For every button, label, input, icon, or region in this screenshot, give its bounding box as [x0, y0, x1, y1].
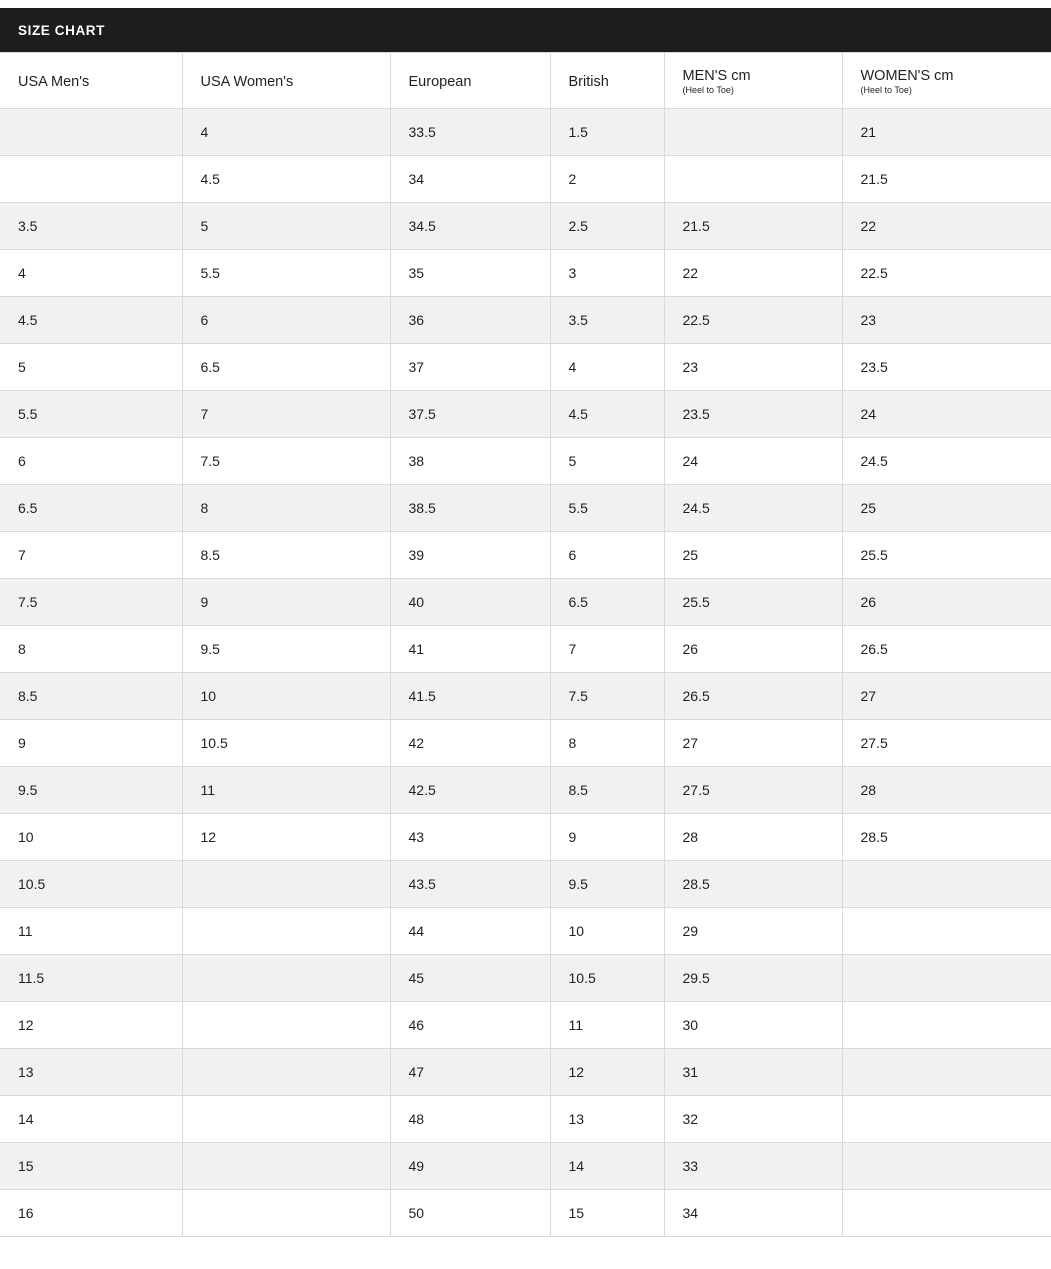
table-cell: 7: [550, 626, 664, 673]
table-cell: 43: [390, 814, 550, 861]
table-cell: 2.5: [550, 203, 664, 250]
table-row: [0, 861, 1051, 908]
table-cell: 8: [182, 485, 390, 532]
table-cell: 15: [550, 1190, 664, 1237]
table-row: [0, 626, 1051, 673]
table-cell: [664, 156, 842, 203]
table-cell: 10: [0, 814, 182, 861]
column-header-british: [550, 53, 664, 109]
table-cell: 29: [664, 908, 842, 955]
table-cell: 11.5: [0, 955, 182, 1002]
table-cell: 10.5: [0, 861, 182, 908]
table-cell: 26: [842, 579, 1051, 626]
table-cell: 47: [390, 1049, 550, 1096]
table-cell: [182, 908, 390, 955]
table-cell: [182, 1049, 390, 1096]
table-cell: 23: [664, 344, 842, 391]
table-cell: 27.5: [842, 720, 1051, 767]
table-cell: [842, 861, 1051, 908]
table-cell: 24.5: [664, 485, 842, 532]
table-cell: [842, 955, 1051, 1002]
table-cell: 5: [550, 438, 664, 485]
table-cell: 37.5: [390, 391, 550, 438]
table-cell: 4: [550, 344, 664, 391]
table-cell: [842, 1096, 1051, 1143]
table-cell: 14: [550, 1143, 664, 1190]
table-cell: 36: [390, 297, 550, 344]
table-cell: 38: [390, 438, 550, 485]
column-header-usa-womens: [182, 53, 390, 109]
table-cell: 22: [664, 250, 842, 297]
table-cell: 4.5: [0, 297, 182, 344]
table-cell: 27: [842, 673, 1051, 720]
table-cell: 11: [550, 1002, 664, 1049]
table-cell: 22: [842, 203, 1051, 250]
table-cell: 5: [182, 203, 390, 250]
table-cell: 7.5: [550, 673, 664, 720]
size-chart-table: [0, 52, 1051, 1237]
table-body: [0, 109, 1051, 1237]
table-cell: 9: [550, 814, 664, 861]
table-row: [0, 673, 1051, 720]
table-cell: 25: [842, 485, 1051, 532]
table-cell: 50: [390, 1190, 550, 1237]
table-cell: 5.5: [550, 485, 664, 532]
table-cell: 31: [664, 1049, 842, 1096]
table-cell: 24.5: [842, 438, 1051, 485]
table-row: [0, 908, 1051, 955]
table-cell: 11: [0, 908, 182, 955]
table-cell: 28: [842, 767, 1051, 814]
table-cell: 1.5: [550, 109, 664, 156]
table-cell: [182, 861, 390, 908]
table-cell: 10.5: [182, 720, 390, 767]
column-header-label: European: [408, 73, 472, 90]
table-cell: 7.5: [182, 438, 390, 485]
table-row: [0, 1190, 1051, 1237]
table-cell: 15: [0, 1143, 182, 1190]
table-cell: 40: [390, 579, 550, 626]
table-cell: 10: [550, 908, 664, 955]
table-cell: 34: [664, 1190, 842, 1237]
table-row: [0, 814, 1051, 861]
table-cell: [0, 156, 182, 203]
column-header-mens-cm: [664, 53, 842, 109]
table-cell: 37: [390, 344, 550, 391]
column-header-label: MEN'S cm: [682, 67, 751, 84]
table-cell: 4: [0, 250, 182, 297]
table-cell: 8.5: [182, 532, 390, 579]
table-row: [0, 156, 1051, 203]
table-cell: 3: [550, 250, 664, 297]
table-cell: 11: [182, 767, 390, 814]
table-cell: 6.5: [0, 485, 182, 532]
page-title: SIZE CHART: [18, 22, 105, 38]
table-cell: 10: [182, 673, 390, 720]
column-header-womens-cm: [842, 53, 1051, 109]
table-cell: [842, 1190, 1051, 1237]
table-cell: 48: [390, 1096, 550, 1143]
table-cell: [182, 955, 390, 1002]
table-cell: 28: [664, 814, 842, 861]
table-cell: 12: [182, 814, 390, 861]
table-cell: 25: [664, 532, 842, 579]
table-cell: 13: [550, 1096, 664, 1143]
table-cell: 24: [842, 391, 1051, 438]
column-header-label: USA Men's: [18, 73, 90, 90]
table-cell: 41.5: [390, 673, 550, 720]
table-cell: [182, 1190, 390, 1237]
table-cell: 28.5: [664, 861, 842, 908]
table-cell: 8: [550, 720, 664, 767]
table-cell: 26.5: [664, 673, 842, 720]
table-cell: 23.5: [842, 344, 1051, 391]
table-row: [0, 1096, 1051, 1143]
table-row: [0, 1143, 1051, 1190]
table-cell: 9: [0, 720, 182, 767]
table-cell: 9.5: [0, 767, 182, 814]
table-cell: 6: [182, 297, 390, 344]
table-row: [0, 1049, 1051, 1096]
table-cell: 49: [390, 1143, 550, 1190]
table-cell: 3.5: [550, 297, 664, 344]
column-header-sublabel: (Heel to Toe): [682, 84, 734, 95]
table-cell: 26: [664, 626, 842, 673]
table-header-row: [0, 53, 1051, 109]
table-row: [0, 955, 1051, 1002]
table-cell: 4: [182, 109, 390, 156]
table-cell: 26.5: [842, 626, 1051, 673]
table-cell: 5.5: [182, 250, 390, 297]
table-cell: 44: [390, 908, 550, 955]
table-cell: 6: [0, 438, 182, 485]
table-cell: 35: [390, 250, 550, 297]
table-cell: 46: [390, 1002, 550, 1049]
table-cell: 33: [664, 1143, 842, 1190]
table-row: [0, 203, 1051, 250]
table-cell: [182, 1002, 390, 1049]
table-cell: 6: [550, 532, 664, 579]
table-cell: 43.5: [390, 861, 550, 908]
table-cell: 21: [842, 109, 1051, 156]
table-cell: 13: [0, 1049, 182, 1096]
table-cell: 27: [664, 720, 842, 767]
table-cell: 38.5: [390, 485, 550, 532]
table-row: [0, 250, 1051, 297]
table-cell: 23: [842, 297, 1051, 344]
table-cell: 33.5: [390, 109, 550, 156]
column-header-sublabel: (Heel to Toe): [860, 84, 912, 95]
table-cell: 7.5: [0, 579, 182, 626]
table-cell: 2: [550, 156, 664, 203]
table-cell: 21.5: [842, 156, 1051, 203]
table-cell: 29.5: [664, 955, 842, 1002]
table-row: [0, 1002, 1051, 1049]
table-cell: 4.5: [550, 391, 664, 438]
table-row: [0, 767, 1051, 814]
table-row: [0, 438, 1051, 485]
table-cell: 14: [0, 1096, 182, 1143]
table-cell: 3.5: [0, 203, 182, 250]
column-header-label: British: [568, 73, 609, 90]
table-cell: 42.5: [390, 767, 550, 814]
table-cell: 21.5: [664, 203, 842, 250]
table-cell: 16: [0, 1190, 182, 1237]
table-cell: 10.5: [550, 955, 664, 1002]
table-cell: 34.5: [390, 203, 550, 250]
column-header-label: WOMEN'S cm: [860, 67, 954, 84]
table-cell: 25.5: [842, 532, 1051, 579]
column-header-usa-mens: [0, 53, 182, 109]
table-cell: 42: [390, 720, 550, 767]
table-cell: [842, 1143, 1051, 1190]
table-row: [0, 579, 1051, 626]
table-cell: 32: [664, 1096, 842, 1143]
table-cell: 4.5: [182, 156, 390, 203]
table-cell: 22.5: [842, 250, 1051, 297]
table-cell: 7: [0, 532, 182, 579]
table-cell: 25.5: [664, 579, 842, 626]
table-cell: [842, 1049, 1051, 1096]
table-cell: [842, 908, 1051, 955]
table-cell: 28.5: [842, 814, 1051, 861]
table-header: [0, 53, 1051, 109]
table-row: [0, 532, 1051, 579]
column-header-european: [390, 53, 550, 109]
table-cell: 45: [390, 955, 550, 1002]
table-cell: 5: [0, 344, 182, 391]
table-cell: 7: [182, 391, 390, 438]
table-cell: 8: [0, 626, 182, 673]
table-row: [0, 485, 1051, 532]
table-cell: [182, 1096, 390, 1143]
table-cell: [664, 109, 842, 156]
table-cell: 22.5: [664, 297, 842, 344]
table-cell: [182, 1143, 390, 1190]
table-cell: 8.5: [0, 673, 182, 720]
column-header-label: USA Women's: [200, 73, 294, 90]
table-cell: 9.5: [550, 861, 664, 908]
table-cell: 9: [182, 579, 390, 626]
table-cell: 41: [390, 626, 550, 673]
table-row: [0, 720, 1051, 767]
table-cell: [842, 1002, 1051, 1049]
table-cell: 23.5: [664, 391, 842, 438]
table-cell: 34: [390, 156, 550, 203]
table-cell: 24: [664, 438, 842, 485]
table-cell: 27.5: [664, 767, 842, 814]
table-row: [0, 344, 1051, 391]
table-cell: 5.5: [0, 391, 182, 438]
table-cell: 9.5: [182, 626, 390, 673]
table-row: [0, 391, 1051, 438]
size-chart-header: [0, 8, 1051, 52]
table-cell: 12: [550, 1049, 664, 1096]
table-row: [0, 297, 1051, 344]
table-cell: 6.5: [550, 579, 664, 626]
table-cell: [0, 109, 182, 156]
table-cell: 8.5: [550, 767, 664, 814]
table-cell: 39: [390, 532, 550, 579]
table-cell: 30: [664, 1002, 842, 1049]
table-cell: 12: [0, 1002, 182, 1049]
table-row: [0, 109, 1051, 156]
table-cell: 6.5: [182, 344, 390, 391]
